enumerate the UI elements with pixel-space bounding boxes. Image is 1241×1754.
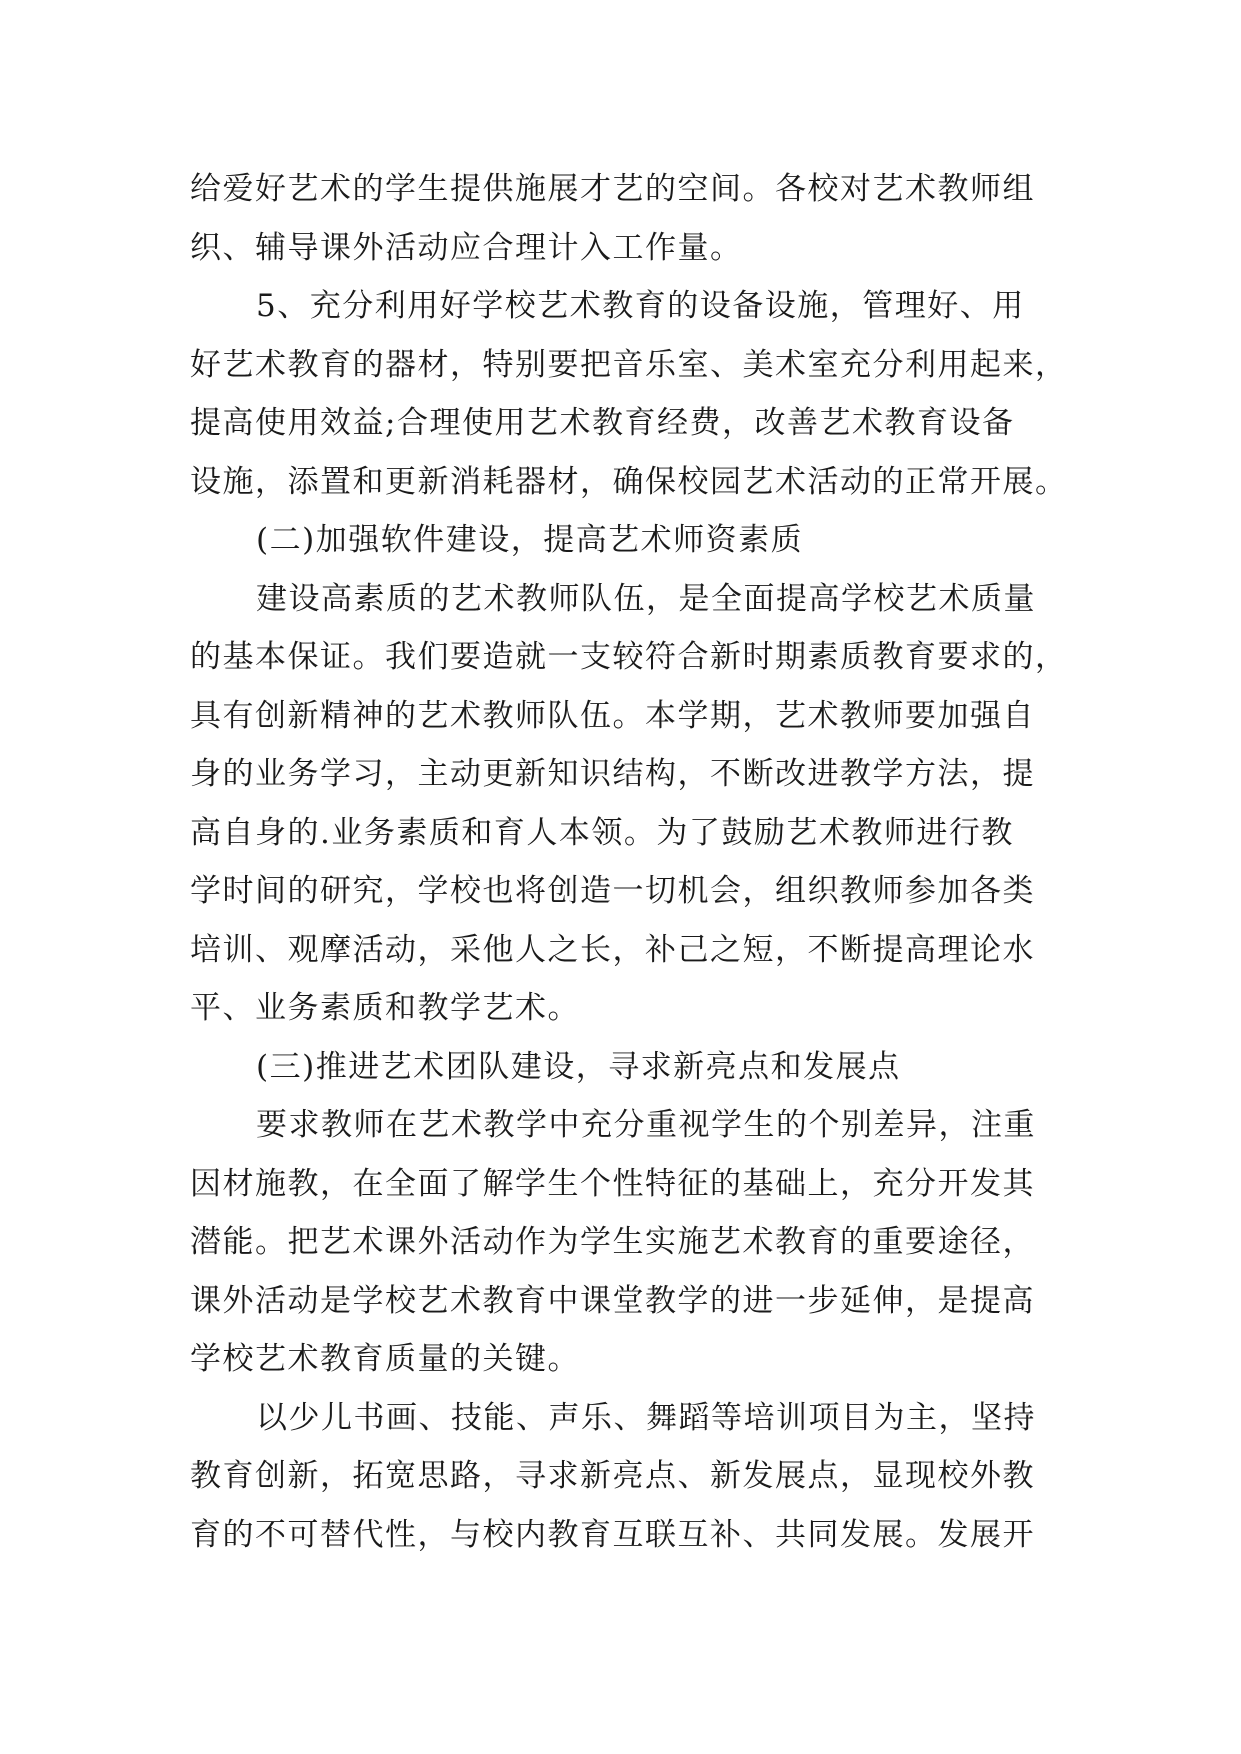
text-line: 建设高素质的艺术教师队伍，是全面提高学校艺术质量 bbox=[256, 580, 1036, 617]
text-line: 好艺术教育的器材，特别要把音乐室、美术室充分利用起来， bbox=[190, 346, 1068, 383]
text-line: 平、业务素质和教学艺术。 bbox=[190, 990, 580, 1026]
text-line: 提高使用效益;合理使用艺术教育经费，改善艺术教育设备 bbox=[190, 405, 1015, 441]
section-heading: (三)推进艺术团队建设，寻求新亮点和发展点 bbox=[256, 1048, 901, 1085]
section-heading: (二)加强软件建设，提高艺术师资素质 bbox=[256, 522, 804, 558]
text-line: 学校艺术教育质量的关键。 bbox=[190, 1341, 580, 1377]
text-line: 课外活动是学校艺术教育中课堂教学的进一步延伸，是提高 bbox=[190, 1282, 1035, 1319]
text-line: 设施，添置和更新消耗器材，确保校园艺术活动的正常开展。 bbox=[190, 463, 1068, 500]
text-line: 培训、观摩活动，采他人之长，补己之短，不断提高理论水 bbox=[190, 931, 1035, 968]
text-line: 要求教师在艺术教学中充分重视学生的个别差异，注重 bbox=[256, 1107, 1036, 1143]
text-line: 的基本保证。我们要造就一支较符合新时期素质教育要求的， bbox=[190, 639, 1068, 675]
text-line: 教育创新，拓宽思路，寻求新亮点、新发展点，显现校外教 bbox=[190, 1458, 1035, 1494]
text-line: 具有创新精神的艺术教师队伍。本学期，艺术教师要加强自 bbox=[190, 697, 1035, 734]
text-line: 给爱好艺术的学生提供施展才艺的空间。各校对艺术教师组 bbox=[190, 171, 1035, 207]
text-line: 以少儿书画、技能、声乐、舞蹈等培训项目为主，坚持 bbox=[256, 1399, 1036, 1436]
text-line: 育的不可替代性，与校内教育互联互补、共同发展。发展开 bbox=[190, 1516, 1035, 1553]
text-line: 因材施教，在全面了解学生个性特征的基础上，充分开发其 bbox=[190, 1165, 1035, 1202]
text-line: 5、充分利用好学校艺术教育的设备设施，管理好、用 bbox=[256, 288, 1025, 324]
document-body bbox=[190, 160, 1068, 1564]
text-line: 织、辅导课外活动应合理计入工作量。 bbox=[190, 229, 743, 266]
text-line: 高自身的.业务素质和育人本领。为了鼓励艺术教师进行教 bbox=[190, 814, 1014, 851]
text-line: 潜能。把艺术课外活动作为学生实施艺术教育的重要途径， bbox=[190, 1224, 1035, 1260]
text-line: 身的业务学习，主动更新知识结构，不断改进教学方法，提 bbox=[190, 756, 1035, 792]
text-line: 学时间的研究，学校也将创造一切机会，组织教师参加各类 bbox=[190, 873, 1035, 909]
